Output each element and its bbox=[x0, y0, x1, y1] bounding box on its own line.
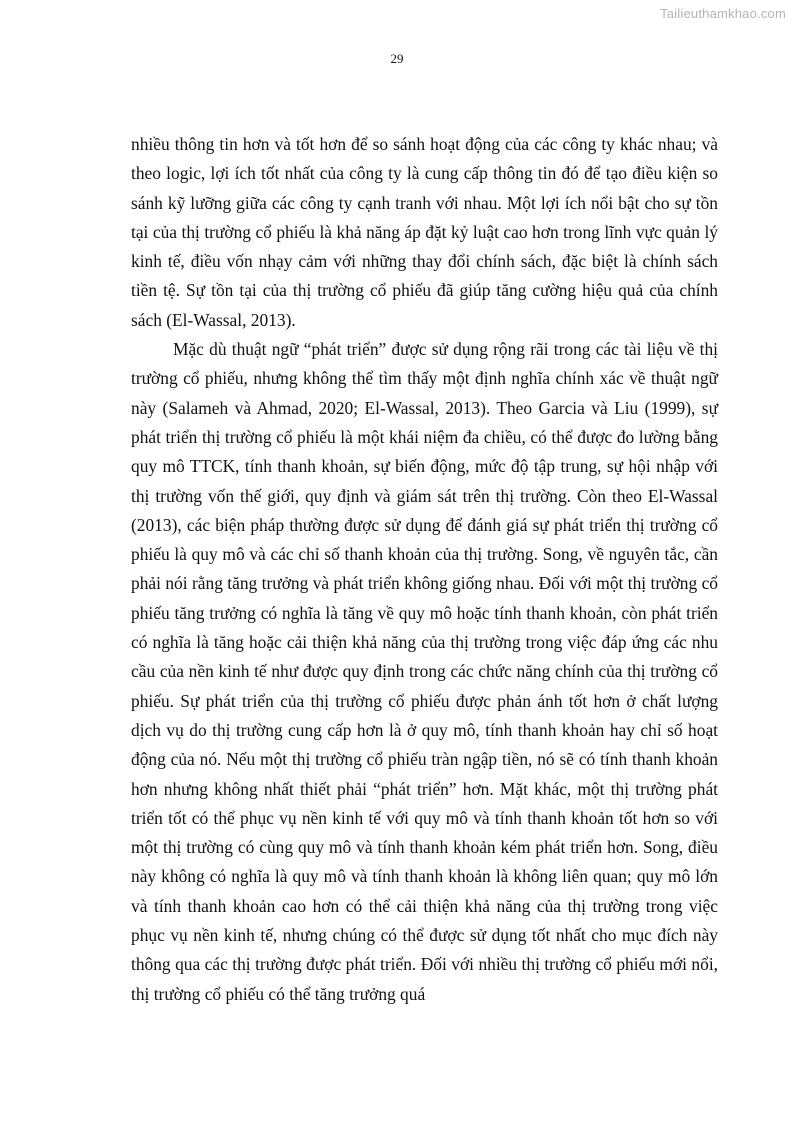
paragraph-continuation: nhiều thông tin hơn và tốt hơn để so sánh hoạt động của các công ty khác nhau; và theo logic, lợi ích tốt nhất của công ty là cung cấp thông tin đó để tạo điều kiện so sánh kỹ lưỡng giữa các công ty cạnh tranh với nhau. Một lợi ích nổi bật cho sự tồn tại của thị trường cổ phiếu là khả năng áp đặt kỷ luật cao hơn trong lĩnh vực quản lý kinh tế, điều vốn nhạy cảm với những thay đổi chính sách, đặc biệt là chính sách tiền tệ. Sự tồn tại của thị trường cổ phiếu đã giúp tăng cường hiệu quả của chính sách (El-Wassal, 2013). bbox=[131, 134, 718, 330]
document-body bbox=[131, 130, 718, 1009]
page-number: 29 bbox=[390, 51, 404, 66]
paragraph-stock-market-development: Mặc dù thuật ngữ “phát triển” được sử dụng rộng rãi trong các tài liệu về thị trường cổ phiếu, nhưng không thể tìm thấy một định nghĩa chính xác về thuật ngữ này (Salameh và Ahmad, 2020; El-Wassal, 2013). Theo Garcia và Liu (1999), sự phát triển thị trường cổ phiếu là một khái niệm đa chiều, có thể được đo lường bằng quy mô TTCK, tính thanh khoản, sự biến động, mức độ tập trung, sự hội nhập với thị trường vốn thế giới, quy định và giám sát trên thị trường. Còn theo El-Wassal (2013), các biện pháp thường được sử dụng để đánh giá sự phát triển thị trường cổ phiếu là quy mô và các chỉ số thanh khoản của thị trường. Song, về nguyên tắc, cần phải nói rằng tăng trưởng và phát triển không giống nhau. Đối với một thị trường cổ phiếu tăng trưởng có nghĩa là tăng về quy mô hoặc tính thanh khoản, còn phát triển có nghĩa là tăng hoặc cải thiện khả năng của thị trường trong việc đáp ứng các nhu cầu của nền kinh tế như được quy định trong các chức năng chính của thị trường cổ phiếu. Sự phát triển của thị trường cổ phiếu được phản ánh tốt hơn ở chất lượng dịch vụ do thị trường cung cấp hơn là ở quy mô, tính thanh khoản hay chỉ số hoạt động của nó. Nếu một thị trường cổ phiếu tràn ngập tiền, nó sẽ có tính thanh khoản hơn nhưng không nhất thiết phải “phát triển” hơn. Mặt khác, một thị trường phát triển tốt có thể phục vụ nền kinh tế với quy mô và tính thanh khoản tốt hơn so với một thị trường có cùng quy mô và tính thanh khoản kém phát triển hơn. Song, điều này không có nghĩa là quy mô và tính thanh khoản là không liên quan; quy mô lớn và tính thanh khoản cao hơn có thể cải thiện khả năng của thị trường trong việc phục vụ nền kinh tế, nhưng chúng có thể được sử dụng tốt nhất cho mục đích này thông qua các thị trường được phát triển. Đối với nhiều thị trường cổ phiếu mới nổi, thị trường cổ phiếu có thể tăng trưởng quá bbox=[131, 339, 718, 1004]
watermark-text: Tailieuthamkhao.com bbox=[660, 6, 786, 21]
